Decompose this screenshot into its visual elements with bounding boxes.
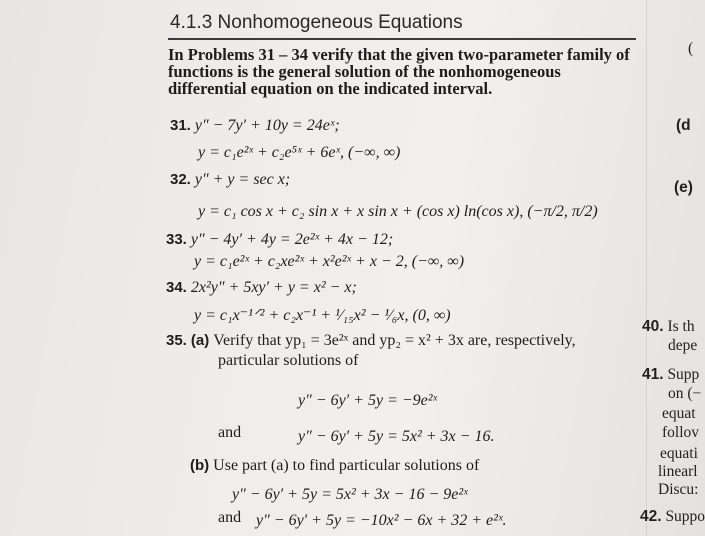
problem-33 bbox=[166, 231, 393, 249]
problem-number: 42. bbox=[640, 508, 662, 525]
problem-34-solution: y = c₁x⁻¹ᐟ² + c₂x⁻¹ + ¹⁄₁₅x² − ¹⁄₆x, (0, ∞) bbox=[194, 307, 451, 324]
problem-32 bbox=[170, 171, 290, 189]
problem-31-solution: y = c₁e²ˣ + c₂e⁵ˣ + 6eˣ, (−∞, ∞) bbox=[198, 144, 401, 161]
problem-40-text-cont: depe bbox=[668, 337, 698, 354]
problem-number: 32. bbox=[170, 171, 191, 188]
problem-41-line-6: linearl bbox=[658, 463, 698, 480]
part-a-label: (a) bbox=[190, 332, 210, 349]
and-label: and bbox=[218, 424, 242, 441]
problem-42-text: Suppo bbox=[665, 508, 705, 525]
problem-intro: In Problems 31 – 34 verify that the given two-parameter family of functions is the general solution of the nonhomogeneous differential equation on the indicated interval. bbox=[168, 45, 630, 98]
equation-4: y″ − 6y′ + 5y = −10x² − 6x + 32 + e²ˣ. bbox=[256, 512, 507, 529]
problem-equation: y″ − 4y′ + 4y = 2e²ˣ + 4x − 12; bbox=[190, 231, 394, 248]
part-b-text: Use part (a) to find particular solutions of bbox=[213, 457, 480, 474]
problem-42 bbox=[640, 508, 705, 526]
problem-41-line-3: equat bbox=[662, 405, 696, 422]
problem-35 bbox=[166, 332, 576, 350]
right-fragment-1: ( bbox=[688, 40, 694, 57]
problem-41-line-5: equati bbox=[660, 445, 698, 462]
problem-32-solution: y = c₁ cos x + c₂ sin x + x sin x + (cos x) ln(cos x), (−π/2, π/2) bbox=[198, 203, 598, 220]
problem-34 bbox=[166, 279, 357, 297]
right-fragment-d: (d bbox=[676, 117, 691, 134]
page-gutter bbox=[646, 0, 647, 536]
section-title: 4.1.3 Nonhomogeneous Equations bbox=[170, 12, 463, 33]
problem-number: 31. bbox=[170, 117, 191, 134]
part-a-text-cont: particular solutions of bbox=[218, 352, 359, 369]
problem-33-solution: y = c₁e²ˣ + c₂xe²ˣ + x²e²ˣ + x − 2, (−∞, ∞) bbox=[194, 253, 465, 270]
problem-31 bbox=[170, 117, 340, 135]
part-b bbox=[190, 457, 479, 475]
problem-number: 33. bbox=[166, 231, 187, 248]
problem-40-text: Is th bbox=[667, 318, 695, 335]
part-b-label: (b) bbox=[190, 457, 210, 474]
and-label-2: and bbox=[218, 509, 242, 526]
problem-41 bbox=[642, 366, 699, 384]
title-rule bbox=[168, 38, 636, 40]
part-a-text: Verify that yp₁ = 3e²ˣ and yp₂ = x² + 3x are, respectively, bbox=[213, 332, 576, 349]
right-fragment-e: (e) bbox=[674, 179, 693, 196]
problem-number: 35. bbox=[166, 332, 187, 349]
problem-equation: y″ + y = sec x; bbox=[194, 171, 291, 188]
problem-number: 40. bbox=[642, 318, 664, 335]
problem-41-line-2: on (− bbox=[668, 385, 702, 402]
equation-1: y″ − 6y′ + 5y = −9e²ˣ bbox=[298, 392, 438, 409]
problem-41-line-4: follov bbox=[662, 424, 700, 441]
problem-equation: y″ − 7y′ + 10y = 24eˣ; bbox=[194, 117, 340, 134]
problem-41-text: Supp bbox=[667, 366, 700, 383]
equation-3: y″ − 6y′ + 5y = 5x² + 3x − 16 − 9e²ˣ bbox=[232, 486, 468, 503]
problem-number: 34. bbox=[166, 279, 187, 296]
problem-40 bbox=[642, 318, 695, 336]
problem-41-line-7: Discu: bbox=[658, 481, 699, 498]
equation-2: y″ − 6y′ + 5y = 5x² + 3x − 16. bbox=[298, 428, 495, 445]
problem-equation: 2x²y″ + 5xy′ + y = x² − x; bbox=[190, 279, 357, 296]
problem-number: 41. bbox=[642, 366, 664, 383]
